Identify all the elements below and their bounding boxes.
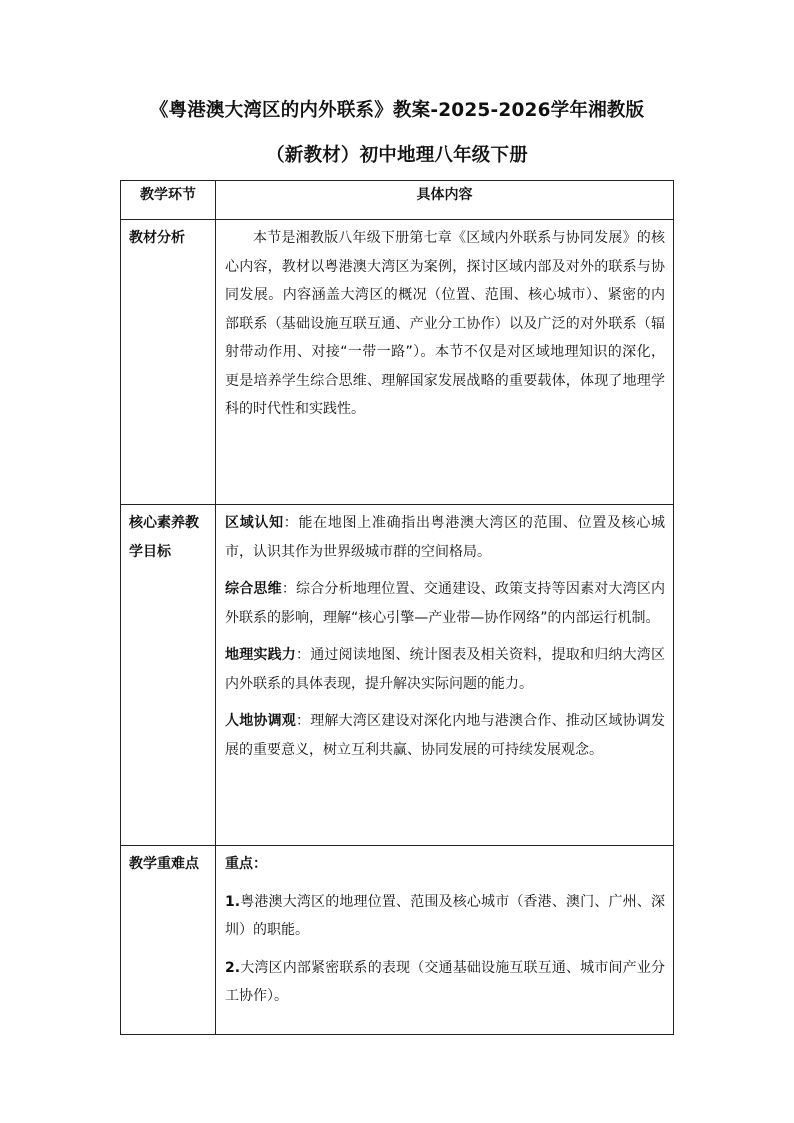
header-specific-content: 具体内容	[216, 181, 674, 220]
table-row	[121, 220, 674, 505]
row-content-textbook-analysis	[216, 220, 674, 505]
goal-keyword: 综合思维	[225, 581, 282, 597]
key-point-2	[225, 954, 665, 1011]
table-row	[121, 505, 674, 846]
table-header-row	[121, 181, 674, 220]
point-number: 1.	[225, 893, 241, 910]
goal-keyword: 区域认知	[225, 515, 284, 531]
goal-human-earth-harmony	[225, 707, 665, 764]
row-label-key-difficult-points: 教学重难点	[121, 846, 216, 1035]
goal-separator: ：	[283, 515, 299, 531]
key-points-heading: 重点：	[225, 856, 267, 872]
goal-separator: ：	[296, 647, 311, 663]
table-row	[121, 846, 674, 1035]
point-text: 大湾区内部紧密联系的表现（交通基础设施互联互通、城市间产业分工协作）。	[225, 959, 665, 1004]
document-title-line-1: 《粤港澳大湾区的内外联系》教案-2025-2026学年湘教版	[149, 100, 645, 121]
goal-integrated-thinking	[225, 575, 665, 632]
row-label-textbook-analysis: 教材分析	[121, 220, 216, 505]
goal-text: 理解大湾区建设对深化内地与港澳合作、推动区域协调发展的重要意义，树立互利共赢、协同发展的可持续发展观念。	[225, 713, 666, 758]
textbook-analysis-text: 本节是湘教版八年级下册第七章《区域内外联系与协同发展》的核心内容，教材以粤港澳大湾区为案例，探讨区域内部及对外的联系与协同发展。内容涵盖大湾区的概况（位置、范围、核心城市）、紧密的内部联系（基础设施互联互通、产业分工协作）以及广泛的对外联系（辐射带动作用、对接“一带一路”）。本节不仅是对区域地理知识的深化，更是培养学生综合思维、理解国家发展战略的重要载体，体现了地理学科的时代性和实践性。	[225, 230, 665, 417]
goal-text: 通过阅读地图、统计图表及相关资料，提取和归纳大湾区内外联系的具体表现，提升解决实际问题的能力。	[225, 647, 666, 692]
goal-geographic-practice	[225, 641, 665, 698]
goal-text: 综合分析地理位置、交通建设、政策支持等因素对大湾区内外联系的影响，理解“核心引擎—产业带—协作网络”的内部运行机制。	[225, 581, 666, 626]
row-content-key-difficult-points	[216, 846, 674, 1035]
lesson-plan-table	[120, 180, 674, 1035]
point-text: 粤港澳大湾区的地理位置、范围及核心城市（香港、澳门、广州、深圳）的职能。	[225, 893, 665, 938]
row-label-core-literacy-goals: 核心素养教学目标	[121, 505, 216, 846]
goal-separator: ：	[296, 713, 311, 729]
header-teaching-stage: 教学环节	[121, 181, 216, 220]
point-number: 2.	[225, 959, 241, 976]
goal-keyword: 地理实践力	[225, 647, 296, 663]
goal-keyword: 人地协调观	[225, 713, 296, 729]
goal-separator: ：	[281, 581, 297, 597]
document-title-line-2: （新教材）初中地理八年级下册	[266, 145, 528, 166]
key-point-1	[225, 888, 665, 945]
goal-text: 能在地图上准确指出粤港澳大湾区的范围、位置及核心城市，认识其作为世界级城市群的空间格局。	[225, 515, 666, 560]
goal-regional-cognition	[225, 509, 665, 566]
row-content-core-literacy-goals	[216, 505, 674, 846]
